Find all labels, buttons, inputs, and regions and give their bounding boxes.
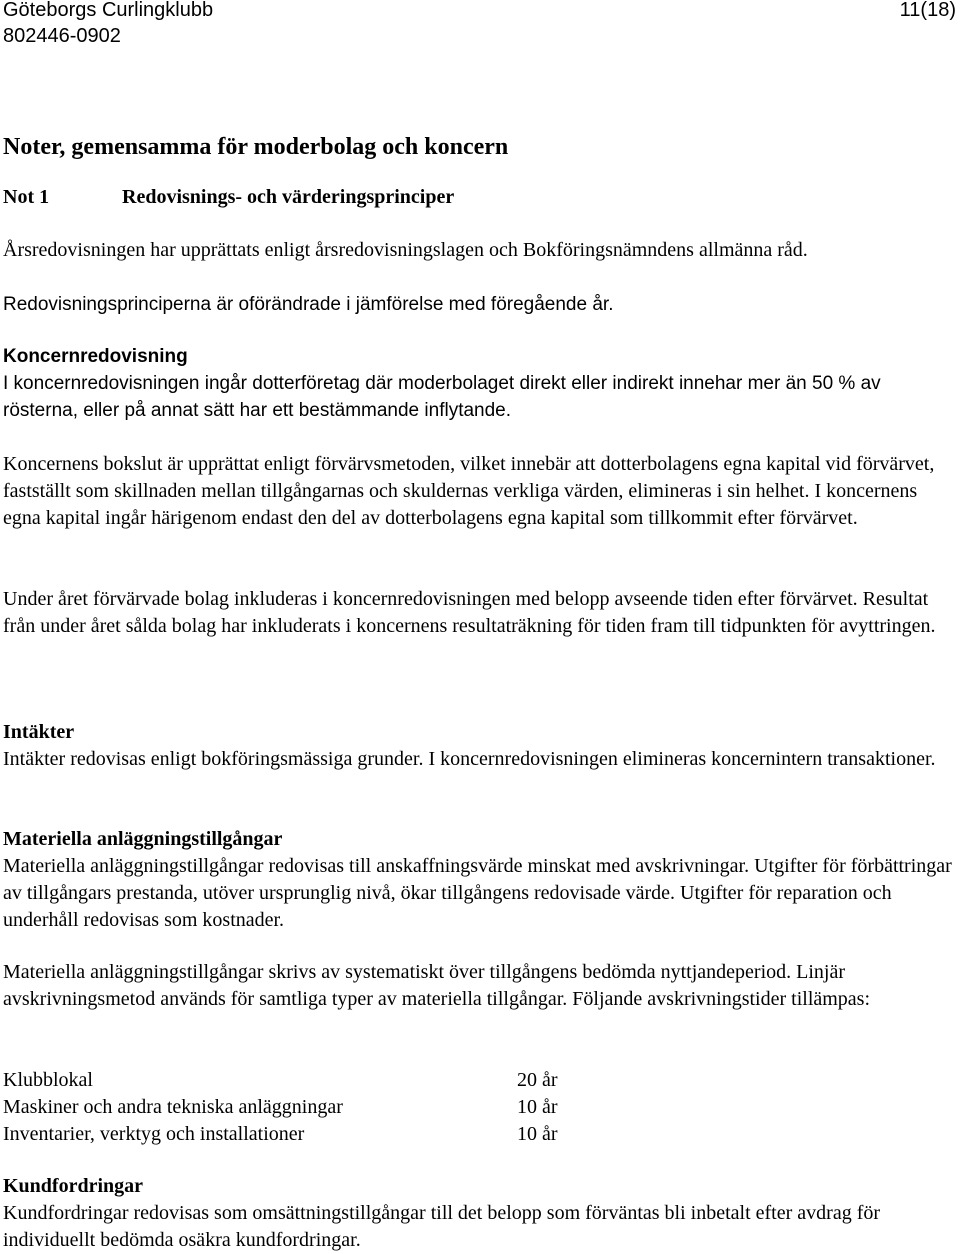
koncern-paragraph-1: I koncernredovisningen ingår dotterföretag där moderbolaget direkt eller indirekt innehar mer än 50 % av rösterna, eller på annat sätt har ett bestämmande inflytande. — [3, 373, 881, 421]
materiella-heading: Materiella anläggningstillgångar — [3, 828, 283, 850]
note-heading — [3, 184, 953, 211]
koncern-paragraph-2: Koncernens bokslut är upprättat enligt förvärvsmetoden, vilket innebär att dotterbolagens egna kapital vid förvärvet, fastställt som skillnaden mellan tillgångarnas och skuldernas verkliga värden, elimineras i sin helhet. I koncernens egna kapital ingår härigenom endast den del av dotterbolagens egna kapital som tillkommit efter förvärvet. — [3, 453, 935, 529]
intro-line-2: Redovisningsprinciperna är oförändrade i jämförelse med föregående år. — [3, 294, 614, 315]
note-title: Redovisnings- och värderingsprinciper — [122, 186, 455, 208]
page-number: 11(18) — [899, 0, 956, 21]
asset-name: Klubblokal — [3, 1069, 93, 1091]
org-number: 802446-0902 — [3, 25, 121, 47]
depreciation-period: 20 år — [517, 1069, 558, 1091]
table-row — [3, 1094, 558, 1121]
materiella-paragraph-1: Materiella anläggningstillgångar redovisas till anskaffningsvärde minskat med avskrivningar. Utgifter för förbättringar av tillgångars prestanda, utöver ursprunglig nivå, ökar tillgångens redovisade värde. Utgifter för reparation och underhåll redovisas som kostnader. — [3, 855, 952, 931]
company-name: Göteborgs Curlingklubb — [3, 0, 214, 21]
intakter-heading: Intäkter — [3, 721, 75, 743]
kundfordringar-paragraph: Kundfordringar redovisas som omsättningstillgångar till det belopp som förväntas bli inbetalt efter avdrag för individuellt bedömda osäkra kundfordringar. — [3, 1202, 881, 1251]
depreciation-period: 10 år — [517, 1096, 558, 1118]
intro-line-1: Årsredovisningen har upprättats enligt årsredovisningslagen och Bokföringsnämndens allmänna råd. — [3, 239, 808, 261]
asset-name: Inventarier, verktyg och installationer — [3, 1123, 305, 1145]
kundfordringar-heading: Kundfordringar — [3, 1175, 144, 1197]
note-number: Not 1 — [3, 186, 50, 208]
depreciation-period: 10 år — [517, 1123, 558, 1145]
koncern-heading: Koncernredovisning — [3, 346, 188, 367]
depreciation-table — [3, 1067, 558, 1148]
table-row — [3, 1121, 558, 1148]
materiella-paragraph-2: Materiella anläggningstillgångar skrivs av systematiskt över tillgångens bedömda nyttjandeperiod. Linjär avskrivningsmetod används för samtliga typer av materiella tillgångar. Följande avskrivningstider tillämpas: — [3, 961, 871, 1010]
page-title: Noter, gemensamma för moderbolag och koncern — [3, 134, 509, 160]
page-header — [3, 0, 958, 49]
intakter-paragraph: Intäkter redovisas enligt bokföringsmässiga grunder. I koncernredovisningen elimineras koncernintern transaktioner. — [3, 748, 936, 770]
koncern-paragraph-3: Under året förvärvade bolag inkluderas i koncernredovisningen med belopp avseende tiden efter förvärvet. Resultat från under året sålda bolag har inkluderats i koncernens resultaträkning för tiden fram till tidpunkten för avyttringen. — [3, 588, 936, 637]
asset-name: Maskiner och andra tekniska anläggningar — [3, 1096, 343, 1118]
table-row — [3, 1067, 558, 1094]
